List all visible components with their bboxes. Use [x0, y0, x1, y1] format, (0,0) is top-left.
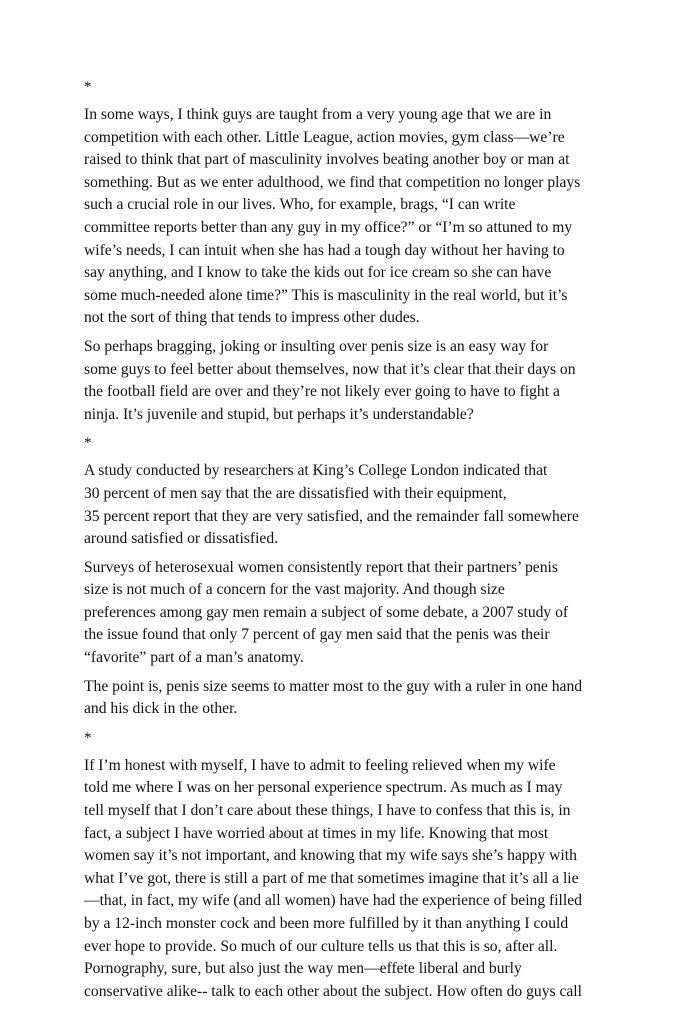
- section-separator: *: [84, 435, 92, 452]
- paragraph-honest: If I’m honest with myself, I have to admit to feeling relieved when my wife told me where I was on her personal experience spectrum. As much as I may tell myself that I don’t care about these things, I have to confess that this is, in fact, a subject I have worried about at times in my life. Knowing that most women say it’s not important, and knowing that my wife says she’s happy with what I’ve got, there is still a part of me that sometimes imagine that it’s all a lie —that, in fact, my wife (and all women) have had the experience of being filled by a 12-inch monster cock and been more fulfilled by it than anything I could ever hope to provide. So much of our culture tells us that this is so, after all. Pornography, sure, but also just the way men—effete liberal and burly conservative alike-- talk to each other about the subject. How often do guys call: [84, 756, 582, 1000]
- section-separator: *: [84, 729, 92, 746]
- document-page: [84, 76, 604, 1009]
- section-separator: *: [84, 79, 92, 95]
- paragraph-bragging: So perhaps bragging, joking or insulting over penis size is an easy way for some guys to feel better about themselves, now that it’s clear that their days on the football field are over and they’re not likely ever going to have to fight a ninja. It’s juvenile and stupid, but perhaps it’s understandable?: [84, 337, 576, 423]
- paragraph-surveys: Surveys of heterosexual women consistently report that their partners’ penis size is not much of a concern for the vast majority. And though size preferences among gay men remain a subject of some debate, a 2007 study of the issue found that only 7 percent of gay men said that the penis was their “favorite” part of a man’s anatomy.: [84, 558, 569, 667]
- paragraph-point: The point is, penis size seems to matter most to the guy with a ruler in one hand and his dick in the other.: [84, 677, 583, 718]
- paragraph-study: A study conducted by researchers at King’s College London indicated that 30 percent of men say that the are dissatisfied with their equipment, 35 percent report that they are very satisfied, and the remainder fall somewhere around satisfied or dissatisfied.: [84, 462, 579, 548]
- paragraph-competition: In some ways, I think guys are taught from a very young age that we are in competition with each other. Little League, action movies, gym class—we’re raised to think that part of masculinity involves beating another boy or man at something. But as we enter adulthood, we find that competition no longer plays such a crucial role in our lives. Who, for example, brags, “I can write committee reports better than any guy in my office?” or “I’m so attuned to my wife’s needs, I can intuit when she has had a tough day without her having to say anything, and I know to take the kids out for ice cream so she can have some much-needed alone time?” This is masculinity in the real world, but it’s not the sort of thing that tends to impress other dudes.: [84, 106, 581, 327]
